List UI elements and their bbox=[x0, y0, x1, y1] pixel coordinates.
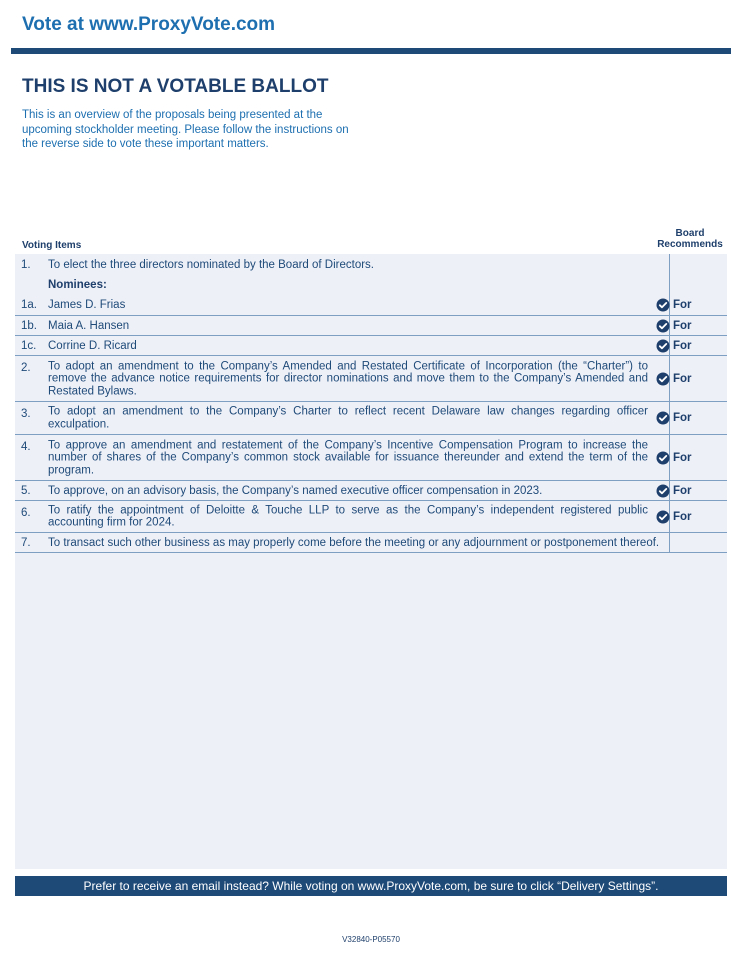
board-recommendation bbox=[656, 372, 692, 386]
table-row bbox=[15, 275, 727, 295]
table-row bbox=[15, 435, 727, 481]
check-circle-icon bbox=[656, 451, 670, 465]
item-text: To adopt an amendment to the Company’s Charter to reflect recent Delaware law changes regarding officer exculpation. bbox=[48, 405, 648, 430]
item-text: To ratify the appointment of Deloitte & Touche LLP to serve as the Company’s independent registered public accounting firm for 2024. bbox=[48, 504, 648, 529]
check-circle-icon bbox=[656, 339, 670, 353]
recommendation-label: For bbox=[673, 484, 692, 497]
item-number: 6. bbox=[21, 507, 31, 519]
recommendation-label: For bbox=[673, 510, 692, 523]
check-circle-icon bbox=[656, 319, 670, 333]
table-row bbox=[15, 316, 727, 336]
recommendation-label: For bbox=[673, 451, 692, 464]
item-number: 1b. bbox=[21, 319, 37, 332]
item-number: 7. bbox=[21, 536, 31, 549]
item-text: Maia A. Hansen bbox=[48, 319, 130, 332]
item-number: 4. bbox=[21, 441, 31, 453]
item-text: Corrine D. Ricard bbox=[48, 339, 137, 352]
document-code: V32840-P05570 bbox=[342, 935, 400, 944]
item-text: James D. Frias bbox=[48, 298, 126, 311]
item-text: To approve, on an advisory basis, the Company’s named executive officer compensation in 2023. bbox=[48, 484, 543, 497]
voting-items-table bbox=[15, 254, 727, 869]
board-header-line2: Recommends bbox=[657, 239, 723, 250]
header-title: Vote at www.ProxyVote.com bbox=[22, 14, 276, 35]
nominees-label: Nominees: bbox=[48, 278, 107, 291]
board-header-line1: Board bbox=[675, 228, 705, 239]
item-number: 5. bbox=[21, 484, 31, 497]
item-number: 1. bbox=[21, 258, 31, 271]
table-row bbox=[15, 254, 727, 275]
board-recommendation bbox=[656, 451, 692, 465]
board-recommendation bbox=[656, 510, 692, 524]
table-row bbox=[15, 336, 727, 356]
delivery-settings-banner: Prefer to receive an email instead? While voting on www.ProxyVote.com, be sure to click “Delivery Settings”. bbox=[15, 876, 727, 896]
intro-paragraph: This is an overview of the proposals being presented at the upcoming stockholder meeting. Please follow the instructions on the reverse side to vote these important matters. bbox=[22, 109, 349, 150]
item-number: 1a. bbox=[21, 299, 37, 311]
item-text: To approve an amendment and restatement of the Company’s Incentive Compensation Program to increase the number of shares of the Company’s common stock available for issuance thereunder and extend the term of the program. bbox=[48, 438, 648, 476]
item-text: To adopt an amendment to the Company’s Amended and Restated Certificate of Incorporation (the “Charter”) to remove the advance notice requirements for director nominations and move them to the Company’s Amended and Restated Bylaws. bbox=[48, 359, 648, 397]
recommendation-label: For bbox=[673, 372, 692, 385]
check-circle-icon bbox=[656, 510, 670, 524]
table-row bbox=[15, 481, 727, 501]
voting-items-header: Voting Items bbox=[22, 240, 82, 251]
item-text: To transact such other business as may properly come before the meeting or any adjournment or postponement thereof. bbox=[48, 536, 660, 549]
table-row bbox=[15, 533, 727, 553]
table-row bbox=[15, 501, 727, 533]
board-recommendation bbox=[656, 339, 692, 353]
table-row bbox=[15, 356, 727, 402]
recommendation-label: For bbox=[673, 412, 692, 424]
recommendation-label: For bbox=[673, 319, 692, 332]
recommendation-label: For bbox=[673, 299, 692, 311]
check-circle-icon bbox=[656, 484, 670, 498]
check-circle-icon bbox=[656, 298, 670, 312]
table-row bbox=[15, 295, 727, 316]
item-number: 3. bbox=[21, 408, 31, 420]
board-recommendation bbox=[656, 319, 692, 333]
check-circle-icon bbox=[656, 372, 670, 386]
board-recommendation bbox=[656, 484, 692, 498]
item-number: 2. bbox=[21, 362, 31, 374]
ballot-title: THIS IS NOT A VOTABLE BALLOT bbox=[22, 76, 329, 97]
board-recommends-header bbox=[652, 228, 728, 250]
table-row bbox=[15, 402, 727, 435]
header-divider bbox=[11, 48, 731, 54]
item-text: To elect the three directors nominated by the Board of Directors. bbox=[48, 258, 374, 271]
check-circle-icon bbox=[656, 411, 670, 425]
recommendation-label: For bbox=[673, 339, 692, 352]
item-number: 1c. bbox=[21, 339, 37, 352]
board-recommendation bbox=[656, 298, 692, 312]
board-recommendation bbox=[656, 411, 692, 425]
